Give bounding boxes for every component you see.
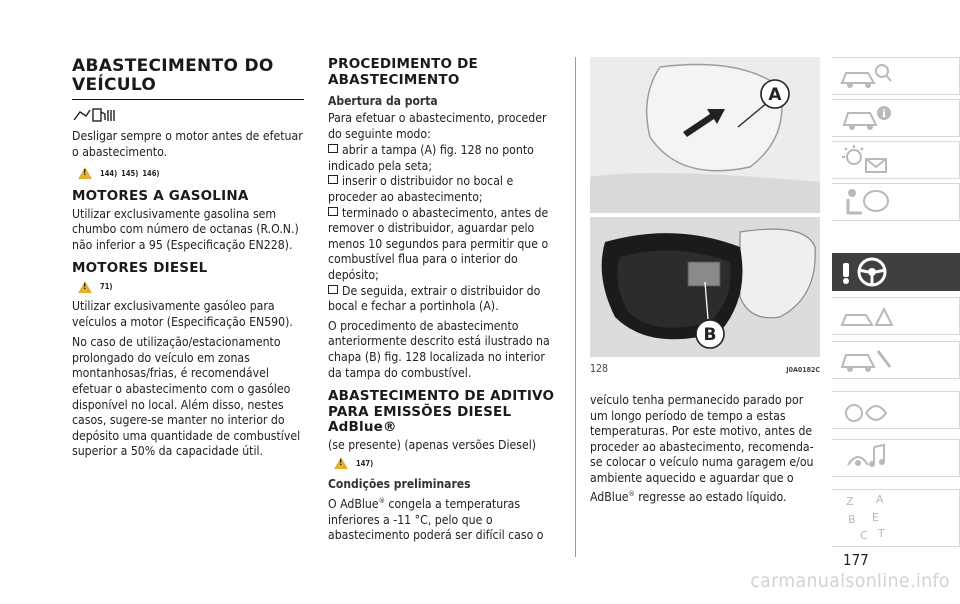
prelim-text: O AdBlue® congela a temperaturas inferiores a -11 °C, pelo que o abastecimento poderá ser difícil caso o [328, 497, 544, 543]
svg-text:C: C [860, 529, 868, 542]
figure-caption [590, 363, 820, 375]
tab-car-key-search[interactable] [832, 57, 960, 95]
car-emergency-icon [838, 299, 894, 333]
gasoline-title: MOTORES A GASOLINA [72, 188, 249, 205]
alphabetical-index-icon [838, 491, 898, 547]
tab-technical-data[interactable] [832, 391, 960, 429]
svg-text:E: E [872, 511, 879, 524]
fuel-pump-icon [72, 106, 116, 124]
diesel-text-1: Utilizar exclusivamente gasóleo para veículos a motor (Especificação EN590). [72, 298, 293, 329]
callout-label-b: B [703, 325, 717, 345]
watermark: carmanualsonline.info [750, 570, 950, 592]
warning-ref[interactable]: 145) [121, 168, 139, 178]
diesel-refs [78, 279, 304, 295]
procedure-text: O procedimento de abastecimento anteriormente descrito está ilustrado na chapa (B) fig. 128 localizada no interior da tampa do combustível. [328, 318, 550, 380]
tab-alphabetical-index[interactable] [832, 489, 960, 547]
tab-steering-wheel[interactable] [832, 253, 960, 291]
svg-text:i: i [882, 109, 886, 120]
tab-car-emergency[interactable] [832, 297, 960, 335]
fuel-door-photo [590, 57, 820, 357]
car-maintenance-icon [838, 343, 894, 377]
door-intro: Para efetuar o abastecimento, proceder do seguinte modo: [328, 111, 547, 141]
column-1 [72, 57, 304, 465]
tab-car-info[interactable] [832, 99, 960, 137]
adblue-note: (se presente) (apenas versões Diesel) [328, 437, 537, 452]
technical-data-icon [838, 393, 894, 427]
fuel-icons [72, 106, 304, 126]
figure-code: J0A0182C [786, 366, 820, 374]
svg-text:A: A [876, 493, 884, 506]
callout-label-a: A [768, 85, 782, 105]
list-item: De seguida, extrair o distribuidor do bocal e fechar a portinhola (A). [328, 283, 541, 314]
car-info-icon [838, 101, 894, 135]
list-item: inserir o distribuidor no bocal e proceder ao abastecimento; [328, 174, 514, 204]
figure-separator [590, 213, 820, 217]
prelim-heading: Condições preliminares [328, 477, 471, 492]
page-number: 177 [843, 551, 869, 569]
gasoline-text: Utilizar exclusivamente gasolina sem chumbo com número de octanas (R.O.N.) não inferior a 95 (Especificação EN228). [72, 206, 299, 252]
steering-wheel-icon [838, 255, 894, 289]
svg-text:B: B [848, 513, 856, 526]
tab-warning-lights[interactable] [832, 141, 960, 179]
figure-number: 128 [590, 363, 609, 375]
warning-triangle-icon [78, 281, 92, 293]
section-title: ABASTECIMENTO DO VEÍCULO [72, 57, 304, 100]
tab-multimedia[interactable] [832, 439, 960, 477]
column-divider [575, 57, 576, 557]
car-key-search-icon [838, 59, 894, 93]
svg-text:T: T [878, 527, 885, 540]
multimedia-icon [838, 441, 894, 475]
procedure-title: PROCEDIMENTO DE ABASTECIMENTO [328, 56, 478, 88]
warning-ref[interactable]: 71) [100, 282, 113, 292]
bullet-box-icon [328, 207, 338, 216]
intro-text: Desligar sempre o motor antes de efetuar o abastecimento. [72, 129, 303, 159]
bullet-box-icon [328, 175, 338, 184]
tab-car-maintenance[interactable] [832, 341, 960, 379]
adblue-refs [334, 455, 556, 471]
adblue-title-brand: AdBlue® [328, 419, 397, 436]
warning-ref[interactable]: 146) [142, 168, 160, 178]
warning-refs [78, 165, 304, 181]
bullet-box-icon [328, 144, 338, 153]
tab-seat-airbag[interactable] [832, 183, 960, 221]
door-heading: Abertura da porta [328, 94, 438, 108]
svg-text:Z: Z [846, 495, 854, 508]
column-2 [328, 57, 556, 549]
figure-128 [590, 57, 820, 357]
warning-lights-message-icon [838, 143, 894, 177]
column-3-text [590, 393, 820, 510]
diesel-text-2: No caso de utilização/estacionamento prolongado do veículo em zonas montanhosas/frias, é recomendável efetuar o abastecimento com o gasóleo disponível no local. Além disso, nestes casos, sugere-se manter no interior do depósito uma quantidade de combustível superior a 50% da capacidade útil. [72, 335, 301, 459]
adblue-title: ABASTECIMENTO DE ADITIVO PARA EMISSÕES DIESEL [328, 388, 555, 420]
warning-ref[interactable]: 144) [100, 168, 118, 178]
bullet-box-icon [328, 285, 338, 294]
adblue-continued-text: veículo tenha permanecido parado por um longo período de tempo a estas temperaturas. Por este motivo, antes de proceder ao abastecimento, recomenda-se colocar o veículo numa garagem e/ou ambiente aquecido e aguardar que o AdBlue® regresse ao estado líquido. [590, 393, 814, 504]
diesel-title: MOTORES DIESEL [72, 260, 208, 277]
list-item: terminado o abastecimento, antes de remover o distribuidor, aguardar pelo menos 10 segundos para permitir que o combustível flua para o interior do depósito; [328, 205, 549, 282]
list-item: abrir a tampa (A) fig. 128 no ponto indicado pela seta; [328, 143, 534, 173]
seat-airbag-icon [838, 185, 894, 219]
warning-ref[interactable]: 147) [356, 458, 374, 468]
warning-triangle-icon [334, 457, 348, 469]
warning-triangle-icon [78, 167, 92, 179]
